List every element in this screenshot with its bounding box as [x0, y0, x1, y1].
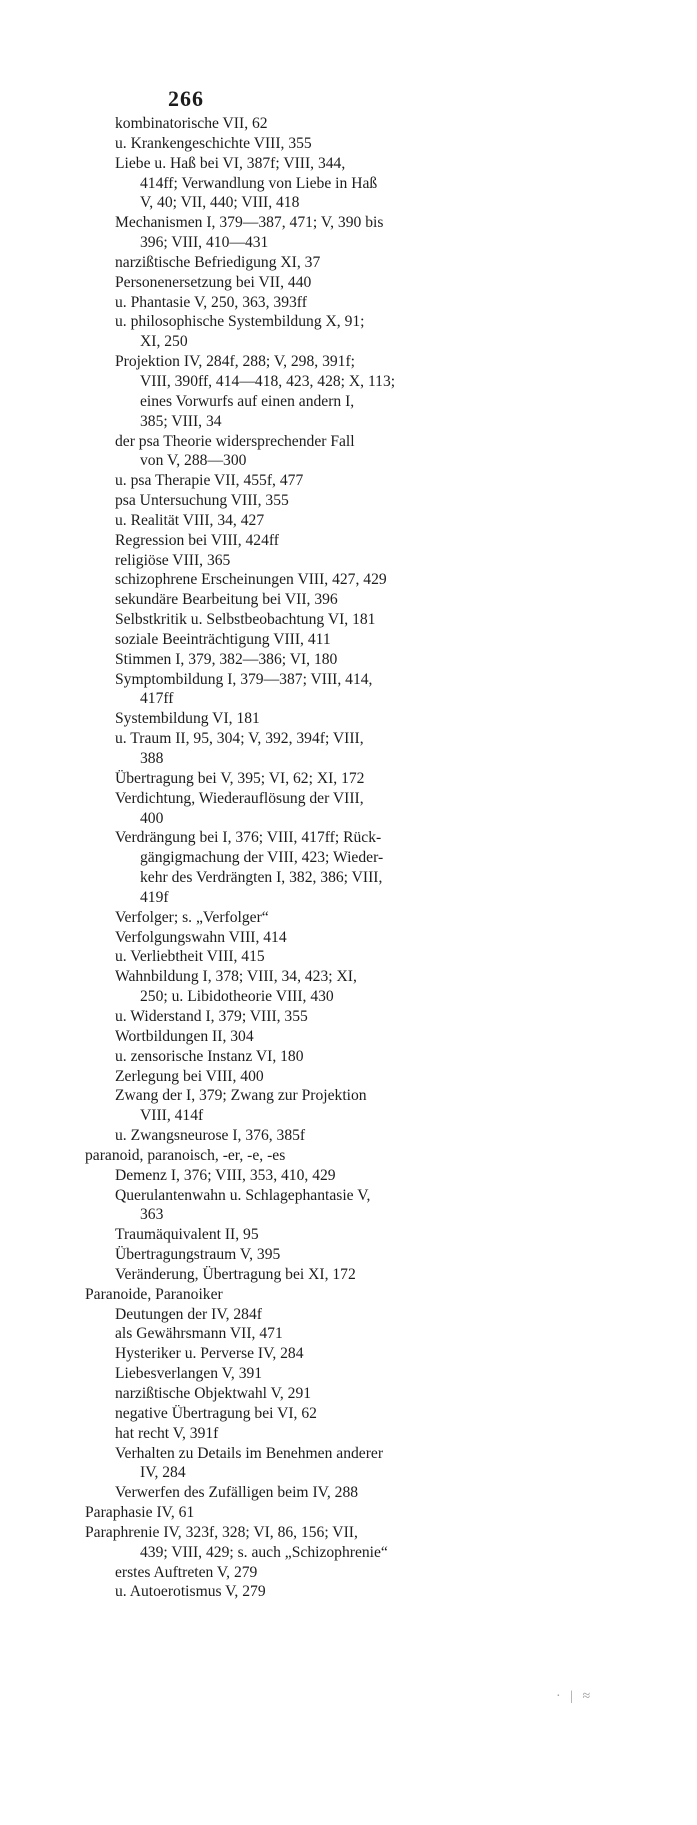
index-subentry: Projektion IV, 284f, 288; V, 298, 391f;: [115, 353, 355, 371]
index-subentry: Verwerfen des Zufälligen beim IV, 288: [115, 1484, 359, 1502]
index-continuation: VIII, 414f: [140, 1107, 204, 1125]
index-subentry: u. Krankengeschichte VIII, 355: [115, 134, 312, 152]
index-headword: paranoid, paranoisch, -er, -e, -es: [85, 1146, 286, 1164]
index-subentry: Stimmen I, 379, 382—386; VI, 180: [115, 650, 338, 668]
index-subentry: psa Untersuchung VIII, 355: [115, 492, 289, 510]
index-subentry: u. Widerstand I, 379; VIII, 355: [115, 1007, 308, 1025]
index-subentry: Querulantenwahn u. Schlagephantasie V,: [115, 1186, 371, 1204]
index-subentry: Verdichtung, Wiederauflösung der VIII,: [115, 789, 364, 807]
index-subentry: Veränderung, Übertragung bei XI, 172: [115, 1265, 356, 1283]
index-subentry: u. Verliebtheit VIII, 415: [115, 948, 265, 966]
index-subentry: kombinatorische VII, 62: [115, 115, 268, 132]
index-continuation: VIII, 390ff, 414—418, 423, 428; X, 113;: [140, 372, 396, 390]
index-subentry: narzißtische Objektwahl V, 291: [115, 1385, 312, 1402]
index-subentry: Demenz I, 376; VIII, 353, 410, 429: [115, 1166, 336, 1184]
index-subentry: u. Phantasie V, 250, 363, 393ff: [115, 293, 307, 311]
index-subentry: Wortbildungen II, 304: [115, 1027, 254, 1045]
index-subentry: Mechanismen I, 379—387, 471; V, 390 bis: [115, 214, 384, 232]
index-subentry: der psa Theorie widersprechender Fall: [115, 432, 355, 450]
index-subentry: u. psa Therapie VII, 455f, 477: [115, 472, 304, 490]
index-subentry: negative Übertragung bei VI, 62: [115, 1404, 317, 1422]
index-continuation: 400: [140, 809, 164, 827]
index-subentry: als Gewährsmann VII, 471: [115, 1325, 283, 1343]
index-subentry: Deutungen der IV, 284f: [115, 1305, 262, 1323]
index-subentry: Übertragung bei V, 395; VI, 62; XI, 172: [115, 769, 365, 787]
index-subentry: Zerlegung bei VIII, 400: [115, 1067, 264, 1085]
index-subentry: Wahnbildung I, 378; VIII, 34, 423; XI,: [115, 968, 357, 986]
index-subentry: Liebesverlangen V, 391: [115, 1365, 263, 1383]
index-continuation: XI, 250: [140, 333, 188, 351]
index-subentry: erstes Auftreten V, 279: [115, 1563, 258, 1581]
index-subentry: hat recht V, 391f: [115, 1424, 219, 1442]
index-subentry: religiöse VIII, 365: [115, 551, 231, 569]
index-continuation: 385; VIII, 34: [140, 412, 222, 430]
index-subentry: narzißtische Befriedigung XI, 37: [115, 253, 321, 271]
index-continuation: kehr des Verdrängten I, 382, 386; VIII,: [140, 869, 383, 887]
index-subentry: Verdrängung bei I, 376; VIII, 417ff; Rück-: [115, 829, 382, 847]
index-subentry: Zwang der I, 379; Zwang zur Projektion: [115, 1087, 367, 1105]
index-continuation: eines Vorwurfs auf einen andern I,: [140, 392, 355, 410]
index-subentry: schizophrene Erscheinungen VIII, 427, 429: [115, 571, 387, 589]
index-subentry: Liebe u. Haß bei VI, 387f; VIII, 344,: [115, 154, 346, 172]
index-subentry: Verfolgungswahn VIII, 414: [115, 928, 287, 946]
margin-pencil-mark: · | ≈: [556, 1689, 594, 1704]
index-subentry: u. zensorische Instanz VI, 180: [115, 1047, 304, 1065]
index-continuation: 414ff; Verwandlung von Liebe in Haß: [140, 174, 378, 192]
index-continuation: 363: [140, 1206, 164, 1224]
index-continuation: IV, 284: [140, 1464, 186, 1482]
index-column: [0, 114, 697, 1602]
index-continuation: 439; VIII, 429; s. auch „Schizophrenie“: [140, 1543, 388, 1561]
index-headword: Paranoide, Paranoiker: [85, 1285, 223, 1303]
index-subentry: sekundäre Bearbeitung bei VII, 396: [115, 591, 338, 609]
index-subentry: Traumäquivalent II, 95: [115, 1226, 259, 1244]
index-subentry: u. Zwangsneurose I, 376, 385f: [115, 1127, 306, 1145]
index-continuation: 250; u. Libidotheorie VIII, 430: [140, 988, 334, 1006]
index-subentry: u. Autoerotismus V, 279: [115, 1583, 266, 1601]
index-headword: Paraphasie IV, 61: [85, 1504, 195, 1522]
index-subentry: Hysteriker u. Perverse IV, 284: [115, 1345, 304, 1363]
index-subentry: Selbstkritik u. Selbstbeobachtung VI, 181: [115, 611, 376, 629]
index-subentry: Übertragungstraum V, 395: [115, 1246, 281, 1264]
index-continuation: 396; VIII, 410—431: [140, 234, 269, 252]
index-headword: Paraphrenie IV, 323f, 328; VI, 86, 156; VII,: [85, 1523, 358, 1541]
index-subentry: Regression bei VIII, 424ff: [115, 531, 279, 549]
index-subentry: Personenersetzung bei VII, 440: [115, 273, 312, 291]
index-continuation: 388: [140, 750, 164, 767]
index-subentry: u. Traum II, 95, 304; V, 392, 394f; VIII,: [115, 730, 364, 748]
index-continuation: von V, 288—300: [140, 452, 247, 470]
index-continuation: V, 40; VII, 440; VIII, 418: [140, 194, 300, 212]
index-continuation: 417ff: [140, 690, 174, 708]
index-continuation: 419f: [140, 888, 169, 906]
index-subentry: u. Realität VIII, 34, 427: [115, 511, 265, 529]
index-subentry: u. philosophische Systembildung X, 91;: [115, 313, 365, 331]
index-subentry: soziale Beeinträchtigung VIII, 411: [115, 630, 331, 648]
index-subentry: Systembildung VI, 181: [115, 710, 260, 728]
index-subentry: Symptombildung I, 379—387; VIII, 414,: [115, 670, 373, 688]
page-number: 266: [168, 86, 204, 111]
index-subentry: Verfolger; s. „Verfolger“: [115, 908, 269, 926]
index-subentry: Verhalten zu Details im Benehmen anderer: [115, 1444, 384, 1462]
index-continuation: gängigmachung der VIII, 423; Wieder-: [140, 849, 384, 867]
